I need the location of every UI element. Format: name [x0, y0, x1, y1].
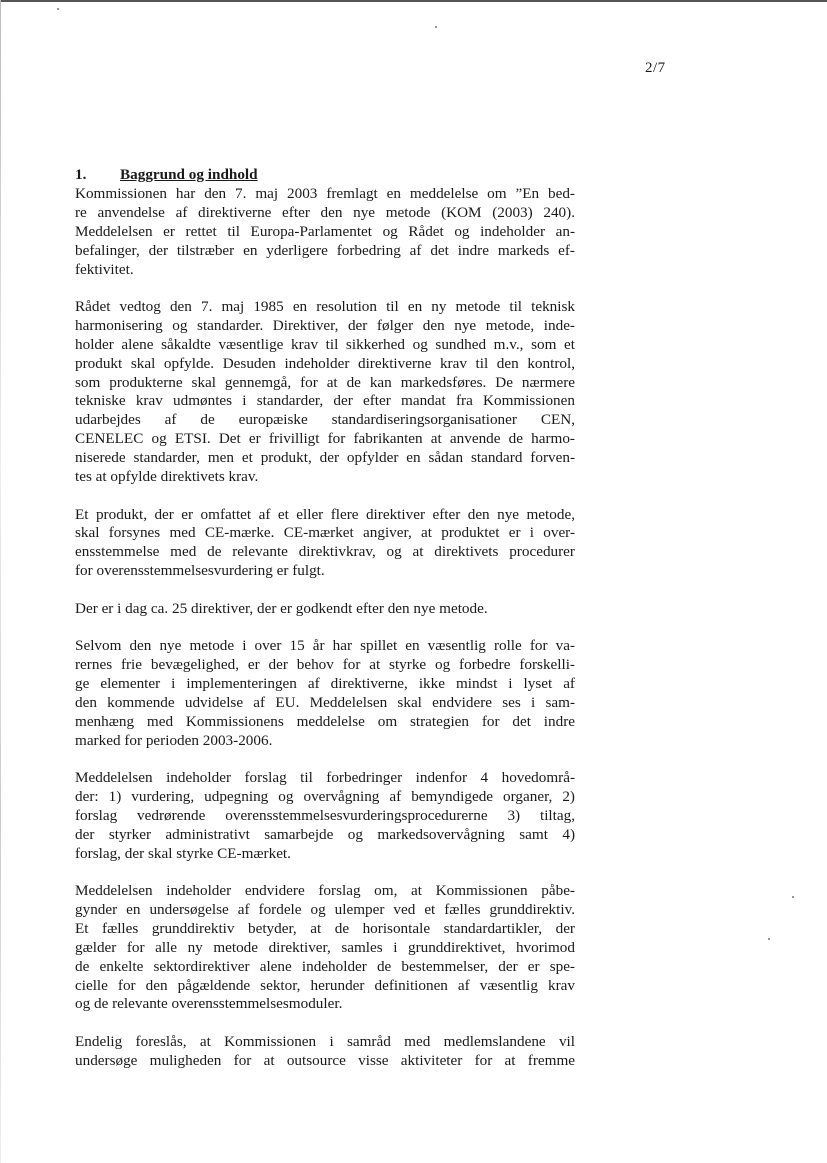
text-line: ge elementer i implementeringen af direktiverne, ikke mindst i lyset af [75, 674, 575, 692]
text-line: rernes frie bevægelighed, er der behov for at styrke og forbedre forskelli- [75, 655, 575, 673]
text-line: Meddelelsen indeholder endvidere forslag om, at Kommissionen påbe- [75, 882, 575, 899]
text-line: Meddelelsen er rettet til Europa-Parlamentet og Rådet og indeholder an- [75, 222, 575, 240]
text-line: Der er i dag ca. 25 direktiver, der er godkendt efter den nye metode. [75, 599, 488, 617]
text-line: den kommende udvidelse af EU. Meddelelsen skal endvidere ses i sam- [75, 693, 575, 711]
text-line: undersøge muligheden for at outsource visse aktiviteter for at fremme [75, 1051, 575, 1069]
text-line: ensstemmelse med de relevante direktivkrav, og at direktivets procedurer [75, 543, 575, 561]
text-line: de enkelte sektordirektiver alene indeholder de bestemmelser, der er spe- [75, 957, 575, 975]
text-line: for overensstemmelsesvurdering er fulgt. [75, 562, 325, 580]
text-line: CENELEC og ETSI. Det er frivilligt for fabrikanten at anvende de harmo- [75, 430, 575, 448]
page-number: 2/7 [645, 60, 666, 76]
paragraph [75, 185, 575, 280]
scan-speck [435, 26, 437, 28]
text-line: Rådet vedtog den 7. maj 1985 en resolution til en ny metode til teknisk [75, 297, 575, 315]
paragraph [75, 1033, 575, 1071]
scan-speck [768, 938, 770, 940]
paragraph [75, 298, 575, 487]
paragraph [75, 769, 575, 864]
text-line: niserede standarder, men et produkt, der opfylder en sådan standard forven- [75, 449, 575, 467]
text-line: Et fælles grunddirektiv betyder, at de horisontale standardartikler, der [75, 919, 575, 937]
text-line: Et produkt, der er omfattet af et eller flere direktiver efter den nye metode, [75, 505, 575, 523]
scan-border-left [0, 0, 1, 1163]
text-line: holder alene såkaldte væsentlige krav til sikkerhed og sundhed m.v., som et [75, 335, 575, 353]
text-line: forslag vedrørende overensstemmelsesvurderingsprocedurerne 3) tiltag, [75, 806, 575, 824]
text-line: der styrker administrativt samarbejde og markedsovervågning samt 4) [75, 825, 575, 843]
text-line: skal forsynes med CE-mærke. CE-mærket angiver, at produktet er i over- [75, 524, 575, 542]
text-line: fektivitet. [75, 260, 134, 278]
text-line: Selvom den nye metode i over 15 år har spillet en væsentlig rolle for va- [75, 637, 575, 655]
paragraph [75, 637, 575, 750]
text-line: tes at opfylde direktivets krav. [75, 468, 259, 486]
text-line: befalinger, der tilstræber en yderligere forbedring af det indre markeds ef- [75, 241, 575, 259]
text-line: gynder en undersøgelse af fordele og ulemper ved et fælles grunddirektiv. [75, 900, 575, 918]
section-heading [75, 166, 575, 185]
text-line: re anvendelse af direktiverne efter den nye metode (KOM (2003) 240). [75, 203, 575, 221]
section-title: Baggrund og indhold [120, 166, 258, 183]
scan-border-top [0, 0, 827, 2]
text-line: Meddelelsen indeholder forslag til forbedringer indenfor 4 hovedområ- [75, 768, 575, 786]
paragraph-list [75, 185, 575, 1071]
text-line: som produkterne skal gennemgå, for at de kan markedsføres. De nærmere [75, 373, 575, 391]
text-line: cielle for den pågældende sektor, herunder definitionen af væsentlig krav [75, 976, 575, 994]
text-line: gælder for alle ny metode direktiver, samles i grunddirektivet, hvorimod [75, 938, 575, 956]
text-line: udarbejdes af de europæiske standardiseringsorganisationer CEN, [75, 411, 575, 429]
text-line: menhæng med Kommissionens meddelelse om strategien for det indre [75, 712, 575, 730]
text-line: Kommissionen har den 7. maj 2003 fremlagt en meddelelse om ”En bed- [75, 184, 575, 202]
text-line: marked for perioden 2003-2006. [75, 731, 273, 749]
text-line: harmonisering og standarder. Direktiver, der følger den nye metode, inde- [75, 316, 575, 334]
scan-speck [57, 8, 59, 10]
document-body [75, 166, 575, 1089]
text-line: forslag, der skal styrke CE-mærket. [75, 844, 291, 862]
text-line: produkt skal opfylde. Desuden indeholder direktiverne krav til den kontrol, [75, 354, 575, 372]
scan-speck [792, 896, 794, 898]
paragraph [75, 506, 575, 582]
section-number: 1. [75, 166, 87, 183]
text-line: tekniske krav udmøntes i standarder, der efter mandat fra Kommissionen [75, 392, 575, 410]
text-line: og de relevante overensstemmelsesmoduler. [75, 995, 343, 1013]
paragraph [75, 600, 575, 619]
paragraph [75, 882, 575, 1014]
text-line: der: 1) vurdering, udpegning og overvågning af bemyndigede organer, 2) [75, 787, 575, 805]
text-line: Endelig foreslås, at Kommissionen i samråd med medlemslandene vil [75, 1032, 575, 1050]
